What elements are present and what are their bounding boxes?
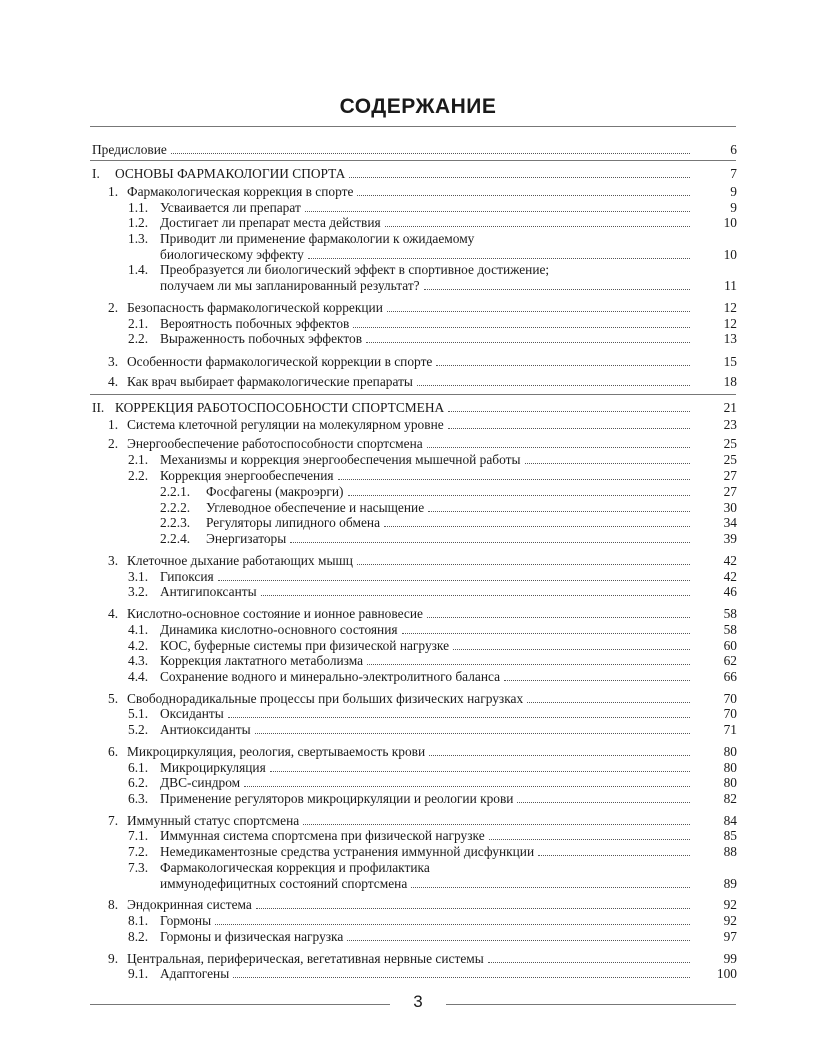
dot-leader: [171, 153, 690, 154]
toc-entry-page: 71: [723, 722, 737, 737]
toc-entry-page: 89: [723, 876, 737, 891]
toc-entry-title: Гормоны и физическая нагрузка: [160, 929, 344, 944]
toc-entry-page: 99: [723, 951, 737, 966]
toc-entry-page: 82: [723, 791, 737, 806]
toc-entry-page: 23: [723, 417, 737, 432]
toc-entry-page: 30: [723, 500, 737, 515]
dot-leader: [527, 702, 690, 703]
dot-leader: [353, 327, 690, 328]
toc-entry-page: 25: [723, 436, 737, 451]
toc-entry-number: 4.: [108, 374, 119, 389]
toc-entry-number: 2.2.3.: [160, 515, 191, 530]
toc-entry-title: Центральная, периферическая, вегетативная нервные системы: [127, 951, 484, 966]
toc-entry-number: II.: [92, 400, 105, 415]
toc-entry-line: [127, 691, 693, 707]
toc-entry-line: [160, 468, 693, 484]
toc-entry-number: I.: [92, 166, 100, 181]
toc-entry[interactable]: [0, 638, 836, 654]
dot-leader: [303, 824, 690, 825]
toc-entry-number: 5.: [108, 691, 119, 706]
toc-entry-title: Иммунная система спортсмена при физической нагрузке: [160, 828, 485, 843]
toc-entry[interactable]: [0, 417, 836, 433]
toc-entry-line: [160, 584, 693, 600]
toc-entry-page: 60: [723, 638, 737, 653]
toc-entry-page: 21: [723, 400, 737, 415]
toc-entry-page: 34: [723, 515, 737, 530]
toc-entry-title: Иммунный статус спортсмена: [127, 813, 300, 828]
toc-entry-line: [127, 553, 693, 569]
toc-entry-number: 7.1.: [128, 828, 149, 843]
toc-entry-line: [206, 500, 693, 516]
toc-entry-number: 6.1.: [128, 760, 149, 775]
toc-entry-title: ДВС-синдром: [160, 775, 241, 790]
dot-leader: [366, 342, 690, 343]
dot-leader: [218, 580, 690, 581]
dot-leader: [517, 802, 690, 803]
toc-entry[interactable]: [0, 828, 836, 844]
toc-entry-page: 97: [723, 929, 737, 944]
toc-entry-page: 70: [723, 691, 737, 706]
dot-leader: [270, 771, 690, 772]
dot-leader: [305, 211, 690, 212]
toc-entry-line: [160, 722, 693, 738]
toc-entry-number: 7.3.: [128, 860, 149, 875]
toc-entry-line: [127, 897, 693, 913]
toc-entry-number: 8.: [108, 897, 119, 912]
toc-entry-title: Гормоны: [160, 913, 212, 928]
toc-entry-page: 7: [730, 166, 737, 181]
toc-entry[interactable]: [0, 400, 836, 416]
toc-entry-title: Регуляторы липидного обмена: [206, 515, 381, 530]
dot-leader: [385, 226, 690, 227]
toc-entry-number: 2.2.4.: [160, 531, 191, 546]
toc-entry-title: Микроциркуляция, реология, свертываемость крови: [127, 744, 426, 759]
dot-leader: [384, 526, 690, 527]
toc-entry-line: [160, 966, 693, 982]
toc-entry-title: Безопасность фармакологической коррекции: [127, 300, 383, 315]
toc-entry-line: [160, 653, 693, 669]
toc-entry-title: Углеводное обеспечение и насыщение: [206, 500, 425, 515]
toc-entry-title: Энергизаторы: [206, 531, 287, 546]
toc-entry-title: Микроциркуляция: [160, 760, 266, 775]
toc-entry-number: 7.2.: [128, 844, 149, 859]
dot-leader: [228, 717, 690, 718]
toc-entry-title: Немедикаментозные средства устранения иммунной дисфункции: [160, 844, 535, 859]
dot-leader: [488, 962, 690, 963]
toc-entry-title: ОСНОВЫ ФАРМАКОЛОГИИ СПОРТА: [115, 166, 346, 181]
toc-entry[interactable]: [0, 215, 836, 231]
toc-entry-line: [160, 791, 693, 807]
toc-entry-title: Выраженность побочных эффектов: [160, 331, 363, 346]
toc-entry-page: 6: [730, 142, 737, 157]
toc-entry-title: Антигипоксанты: [160, 584, 257, 599]
toc-entry-number: 1.2.: [128, 215, 149, 230]
toc-entry-title: Приводит ли применение фармакологии к ожидаемому: [160, 231, 475, 246]
toc-entry-page: 100: [716, 966, 737, 981]
toc-entry-number: 1.: [108, 184, 119, 199]
toc-entry-page: 80: [723, 744, 737, 759]
dot-leader: [453, 649, 690, 650]
toc-entry-number: 5.1.: [128, 706, 149, 721]
toc-entry-line: [127, 417, 693, 433]
toc-entry-line: [160, 569, 693, 585]
toc-entry-number: 9.: [108, 951, 119, 966]
toc-entry-title: Сохранение водного и минерально-электролитного баланса: [160, 669, 501, 684]
toc-entry-page: 80: [723, 775, 737, 790]
toc-entry[interactable]: [0, 669, 836, 685]
toc-entry-number: 4.2.: [128, 638, 149, 653]
toc-entry-page: 42: [723, 569, 737, 584]
toc-entry[interactable]: [0, 775, 836, 791]
toc-entry-line: [206, 484, 693, 500]
toc-entry-title: Предисловие: [92, 142, 167, 157]
dot-leader: [427, 447, 690, 448]
toc-entry[interactable]: [0, 606, 836, 622]
toc-entry-title: КОРРЕКЦИЯ РАБОТОСПОСОБНОСТИ СПОРТСМЕНА: [115, 400, 445, 415]
toc-entry-page: 27: [723, 484, 737, 499]
toc-entry-title: Как врач выбирает фармакологические препараты: [127, 374, 413, 389]
toc-entry-title: Эндокринная система: [127, 897, 252, 912]
toc-entry-number: 4.3.: [128, 653, 149, 668]
toc-entry-title: Особенности фармакологической коррекции в спорте: [127, 354, 433, 369]
toc-entry[interactable]: [0, 813, 836, 829]
toc-entry[interactable]: [0, 452, 836, 468]
toc-entry[interactable]: [0, 515, 836, 531]
toc-entry-page: 92: [723, 897, 737, 912]
toc-entry-number: 7.: [108, 813, 119, 828]
dot-leader: [402, 633, 690, 634]
toc-entry[interactable]: [0, 913, 836, 929]
toc-entry-number: 3.2.: [128, 584, 149, 599]
dot-leader: [349, 177, 690, 178]
toc-entry[interactable]: [0, 584, 836, 600]
toc-entry-title: Адаптогены: [160, 966, 230, 981]
toc-entry[interactable]: [0, 966, 836, 982]
toc-entry-line: [160, 316, 693, 332]
toc-entry-page: 84: [723, 813, 737, 828]
page-number: 3: [413, 992, 423, 1011]
toc-entry-title: Преобразуется ли биологический эффект в спортивное достижение;: [160, 262, 550, 277]
page-title: СОДЕРЖАНИЕ: [339, 95, 497, 118]
dot-leader: [448, 428, 690, 429]
toc-entry-line: [127, 300, 693, 316]
toc-entry-title: Механизмы и коррекция энергообеспечения мышечной работы: [160, 452, 521, 467]
title-divider: [90, 126, 736, 127]
toc-entry-page: 85: [723, 828, 737, 843]
toc-entry-line: [160, 929, 693, 945]
toc-entry[interactable]: [0, 500, 836, 516]
toc-entry-line: [127, 813, 693, 829]
footer-divider-right: [446, 1004, 736, 1005]
dot-leader: [244, 786, 690, 787]
toc-entry-page: 62: [723, 653, 737, 668]
toc-entry-page: 12: [723, 300, 737, 315]
toc-entry[interactable]: [0, 744, 836, 760]
toc-entry-page: 58: [723, 622, 737, 637]
toc-entry[interactable]: [0, 553, 836, 569]
toc-entry[interactable]: [0, 262, 836, 293]
dot-leader: [424, 289, 690, 290]
dot-leader: [428, 511, 690, 512]
toc-entry-title: Достигает ли препарат места действия: [160, 215, 381, 230]
dot-leader: [233, 977, 690, 978]
dot-leader: [308, 258, 690, 259]
toc-entry-line: [115, 166, 693, 182]
section-divider: [90, 394, 736, 395]
toc-entry-number: 2.2.: [128, 331, 149, 346]
toc-entry-title: Применение регуляторов микроциркуляции и реологии крови: [160, 791, 514, 806]
toc-entry-number: 8.2.: [128, 929, 149, 944]
toc-entry[interactable]: [0, 897, 836, 913]
dot-leader: [367, 664, 690, 665]
toc-entry[interactable]: [0, 316, 836, 332]
toc-entry-title: Фармакологическая коррекция в спорте: [127, 184, 354, 199]
toc-entry-title: Коррекция энергообеспечения: [160, 468, 334, 483]
toc-entry-number: 8.1.: [128, 913, 149, 928]
toc-entry-page: 10: [723, 247, 737, 262]
dot-leader: [357, 195, 690, 196]
dot-leader: [525, 463, 691, 464]
dot-leader: [261, 595, 690, 596]
toc-entry-line: [160, 828, 693, 844]
toc-entry-title: Оксиданты: [160, 706, 224, 721]
toc-entry-line: [160, 913, 693, 929]
toc-entry-number: 9.1.: [128, 966, 149, 981]
toc-entry-line: [160, 622, 693, 638]
toc-entry-page: 42: [723, 553, 737, 568]
toc-entry[interactable]: [0, 791, 836, 807]
footer-divider-left: [90, 1004, 390, 1005]
toc-entry-title: Вероятность побочных эффектов: [160, 316, 350, 331]
toc-entry-page: 46: [723, 584, 737, 599]
toc-entry-number: 4.: [108, 606, 119, 621]
toc-entry-title: Гипоксия: [160, 569, 214, 584]
toc-entry-line: [160, 669, 693, 685]
toc-entry[interactable]: [0, 484, 836, 500]
toc-entry-page: 39: [723, 531, 737, 546]
toc-entry-page: 9: [730, 200, 737, 215]
toc-entry-number: 2.2.2.: [160, 500, 191, 515]
toc-entry-title: Усваивается ли препарат: [160, 200, 301, 215]
toc-entry-line: [92, 142, 693, 158]
toc-entry-title: Клеточное дыхание работающих мышц: [127, 553, 353, 568]
toc-entry-page: 88: [723, 844, 737, 859]
toc-entry-page: 80: [723, 760, 737, 775]
toc-entry-title: Свободнорадикальные процессы при больших физических нагрузках: [127, 691, 524, 706]
toc-entry-number: 6.2.: [128, 775, 149, 790]
toc-entry-title: Фосфагены (макроэрги): [206, 484, 344, 499]
toc-entry-line: [160, 452, 693, 468]
toc-entry-title-continuation: [160, 876, 693, 892]
toc-entry-line: [160, 200, 693, 216]
toc-entry-number: 5.2.: [128, 722, 149, 737]
dot-leader: [538, 855, 690, 856]
toc-entry-line: [127, 354, 693, 370]
toc-entry-line: [160, 215, 693, 231]
toc-entry-line: [127, 436, 693, 452]
toc-entry[interactable]: [0, 142, 836, 158]
toc-entry-page: 10: [723, 215, 737, 230]
toc-entry-number: 1.4.: [128, 262, 149, 277]
toc-entry-title: КОС, буферные системы при физической нагрузке: [160, 638, 450, 653]
toc-entry-title-continuation: [160, 278, 693, 294]
toc-entry[interactable]: [0, 569, 836, 585]
toc-entry-number: 3.: [108, 553, 119, 568]
toc-entry-number: 4.1.: [128, 622, 149, 637]
toc-entry[interactable]: [0, 951, 836, 967]
toc-entry-number: 1.1.: [128, 200, 149, 215]
dot-leader: [215, 924, 690, 925]
toc-entry[interactable]: [0, 860, 836, 891]
toc-entry-title: Кислотно-основное состояние и ионное равновесие: [127, 606, 423, 621]
toc-entry-line: [160, 638, 693, 654]
dot-leader: [255, 733, 690, 734]
toc-entry-page: 70: [723, 706, 737, 721]
toc-entry-title: Антиоксиданты: [160, 722, 251, 737]
toc-entry-page: 92: [723, 913, 737, 928]
section-divider: [90, 160, 736, 161]
toc-entry-page: 58: [723, 606, 737, 621]
toc-entry-number: 1.: [108, 417, 119, 432]
dot-leader: [448, 411, 690, 412]
toc-entry-line: [127, 606, 693, 622]
toc-entry[interactable]: [0, 706, 836, 722]
toc-entry-title: Динамика кислотно-основного состояния: [160, 622, 398, 637]
toc-entry-line: [115, 400, 693, 416]
toc-entry-title: Энергообеспечение работоспособности спортсмена: [127, 436, 423, 451]
dot-leader: [427, 617, 690, 618]
dot-leader: [348, 495, 690, 496]
toc-entry-title-continuation: [160, 247, 693, 263]
toc-entry-number: 2.2.: [128, 468, 149, 483]
toc-entry-page: 25: [723, 452, 737, 467]
toc-entry-number: 3.1.: [128, 569, 149, 584]
toc-entry-line: [160, 706, 693, 722]
toc-entry-title: Система клеточной регуляции на молекулярном уровне: [127, 417, 444, 432]
dot-leader: [504, 680, 690, 681]
toc-entry-title: Коррекция лактатного метаболизма: [160, 653, 364, 668]
toc-entry[interactable]: [0, 531, 836, 547]
toc-entry[interactable]: [0, 622, 836, 638]
toc-entry-line: [160, 760, 693, 776]
toc-entry-page: 13: [723, 331, 737, 346]
toc-entry-page: 9: [730, 184, 737, 199]
toc-entry-title-line2: иммунодефицитных состояний спортсмена: [160, 876, 408, 891]
toc-entry[interactable]: [0, 653, 836, 669]
toc-entry-line: [127, 744, 693, 760]
toc-entry[interactable]: [0, 374, 836, 390]
toc-entry-number: 3.: [108, 354, 119, 369]
dot-leader: [411, 887, 690, 888]
toc-entry-number: 6.: [108, 744, 119, 759]
dot-leader: [429, 755, 690, 756]
toc-entry-line: [127, 184, 693, 200]
toc-entry-number: 2.: [108, 300, 119, 315]
toc-entry[interactable]: [0, 231, 836, 262]
toc-entry[interactable]: [0, 300, 836, 316]
dot-leader: [256, 908, 690, 909]
dot-leader: [357, 564, 690, 565]
toc-entry-number: 1.3.: [128, 231, 149, 246]
toc-entry-number: 4.4.: [128, 669, 149, 684]
toc-entry-page: 66: [723, 669, 737, 684]
toc-entry[interactable]: [0, 844, 836, 860]
toc-entry[interactable]: [0, 184, 836, 200]
toc-entry-title-line2: получаем ли мы запланированный результат?: [160, 278, 420, 293]
toc-entry[interactable]: [0, 436, 836, 452]
dot-leader: [489, 839, 690, 840]
toc-entry-page: 12: [723, 316, 737, 331]
toc-entry-page: 27: [723, 468, 737, 483]
toc-entry[interactable]: [0, 354, 836, 370]
toc-entry-line: [160, 844, 693, 860]
dot-leader: [436, 365, 690, 366]
toc-entry-line: [127, 374, 693, 390]
toc-entry-title-line2: биологическому эффекту: [160, 247, 304, 262]
toc-entry[interactable]: [0, 200, 836, 216]
toc-entry-number: 2.: [108, 436, 119, 451]
toc-entry-number: 2.2.1.: [160, 484, 191, 499]
toc-entry-page: 15: [723, 354, 737, 369]
toc-entry-title: Фармакологическая коррекция и профилактика: [160, 860, 430, 875]
dot-leader: [417, 385, 690, 386]
toc-entry-line: [160, 775, 693, 791]
dot-leader: [290, 542, 690, 543]
toc-entry[interactable]: [0, 722, 836, 738]
dot-leader: [338, 479, 690, 480]
toc-entry-line: [206, 531, 693, 547]
toc-entry-line: [160, 331, 693, 347]
toc-entry[interactable]: [0, 331, 836, 347]
toc-entry[interactable]: [0, 760, 836, 776]
toc-entry-number: 6.3.: [128, 791, 149, 806]
toc-entry-line: [206, 515, 693, 531]
toc-entry[interactable]: [0, 691, 836, 707]
toc-entry-line: [127, 951, 693, 967]
toc-entry-number: 2.1.: [128, 452, 149, 467]
dot-leader: [387, 311, 690, 312]
toc-entry-number: 2.1.: [128, 316, 149, 331]
dot-leader: [347, 940, 690, 941]
toc-entry-page: 11: [724, 278, 737, 293]
toc-entry[interactable]: [0, 929, 836, 945]
toc-entry[interactable]: [0, 166, 836, 182]
toc-entry[interactable]: [0, 468, 836, 484]
toc-entry-page: 18: [723, 374, 737, 389]
